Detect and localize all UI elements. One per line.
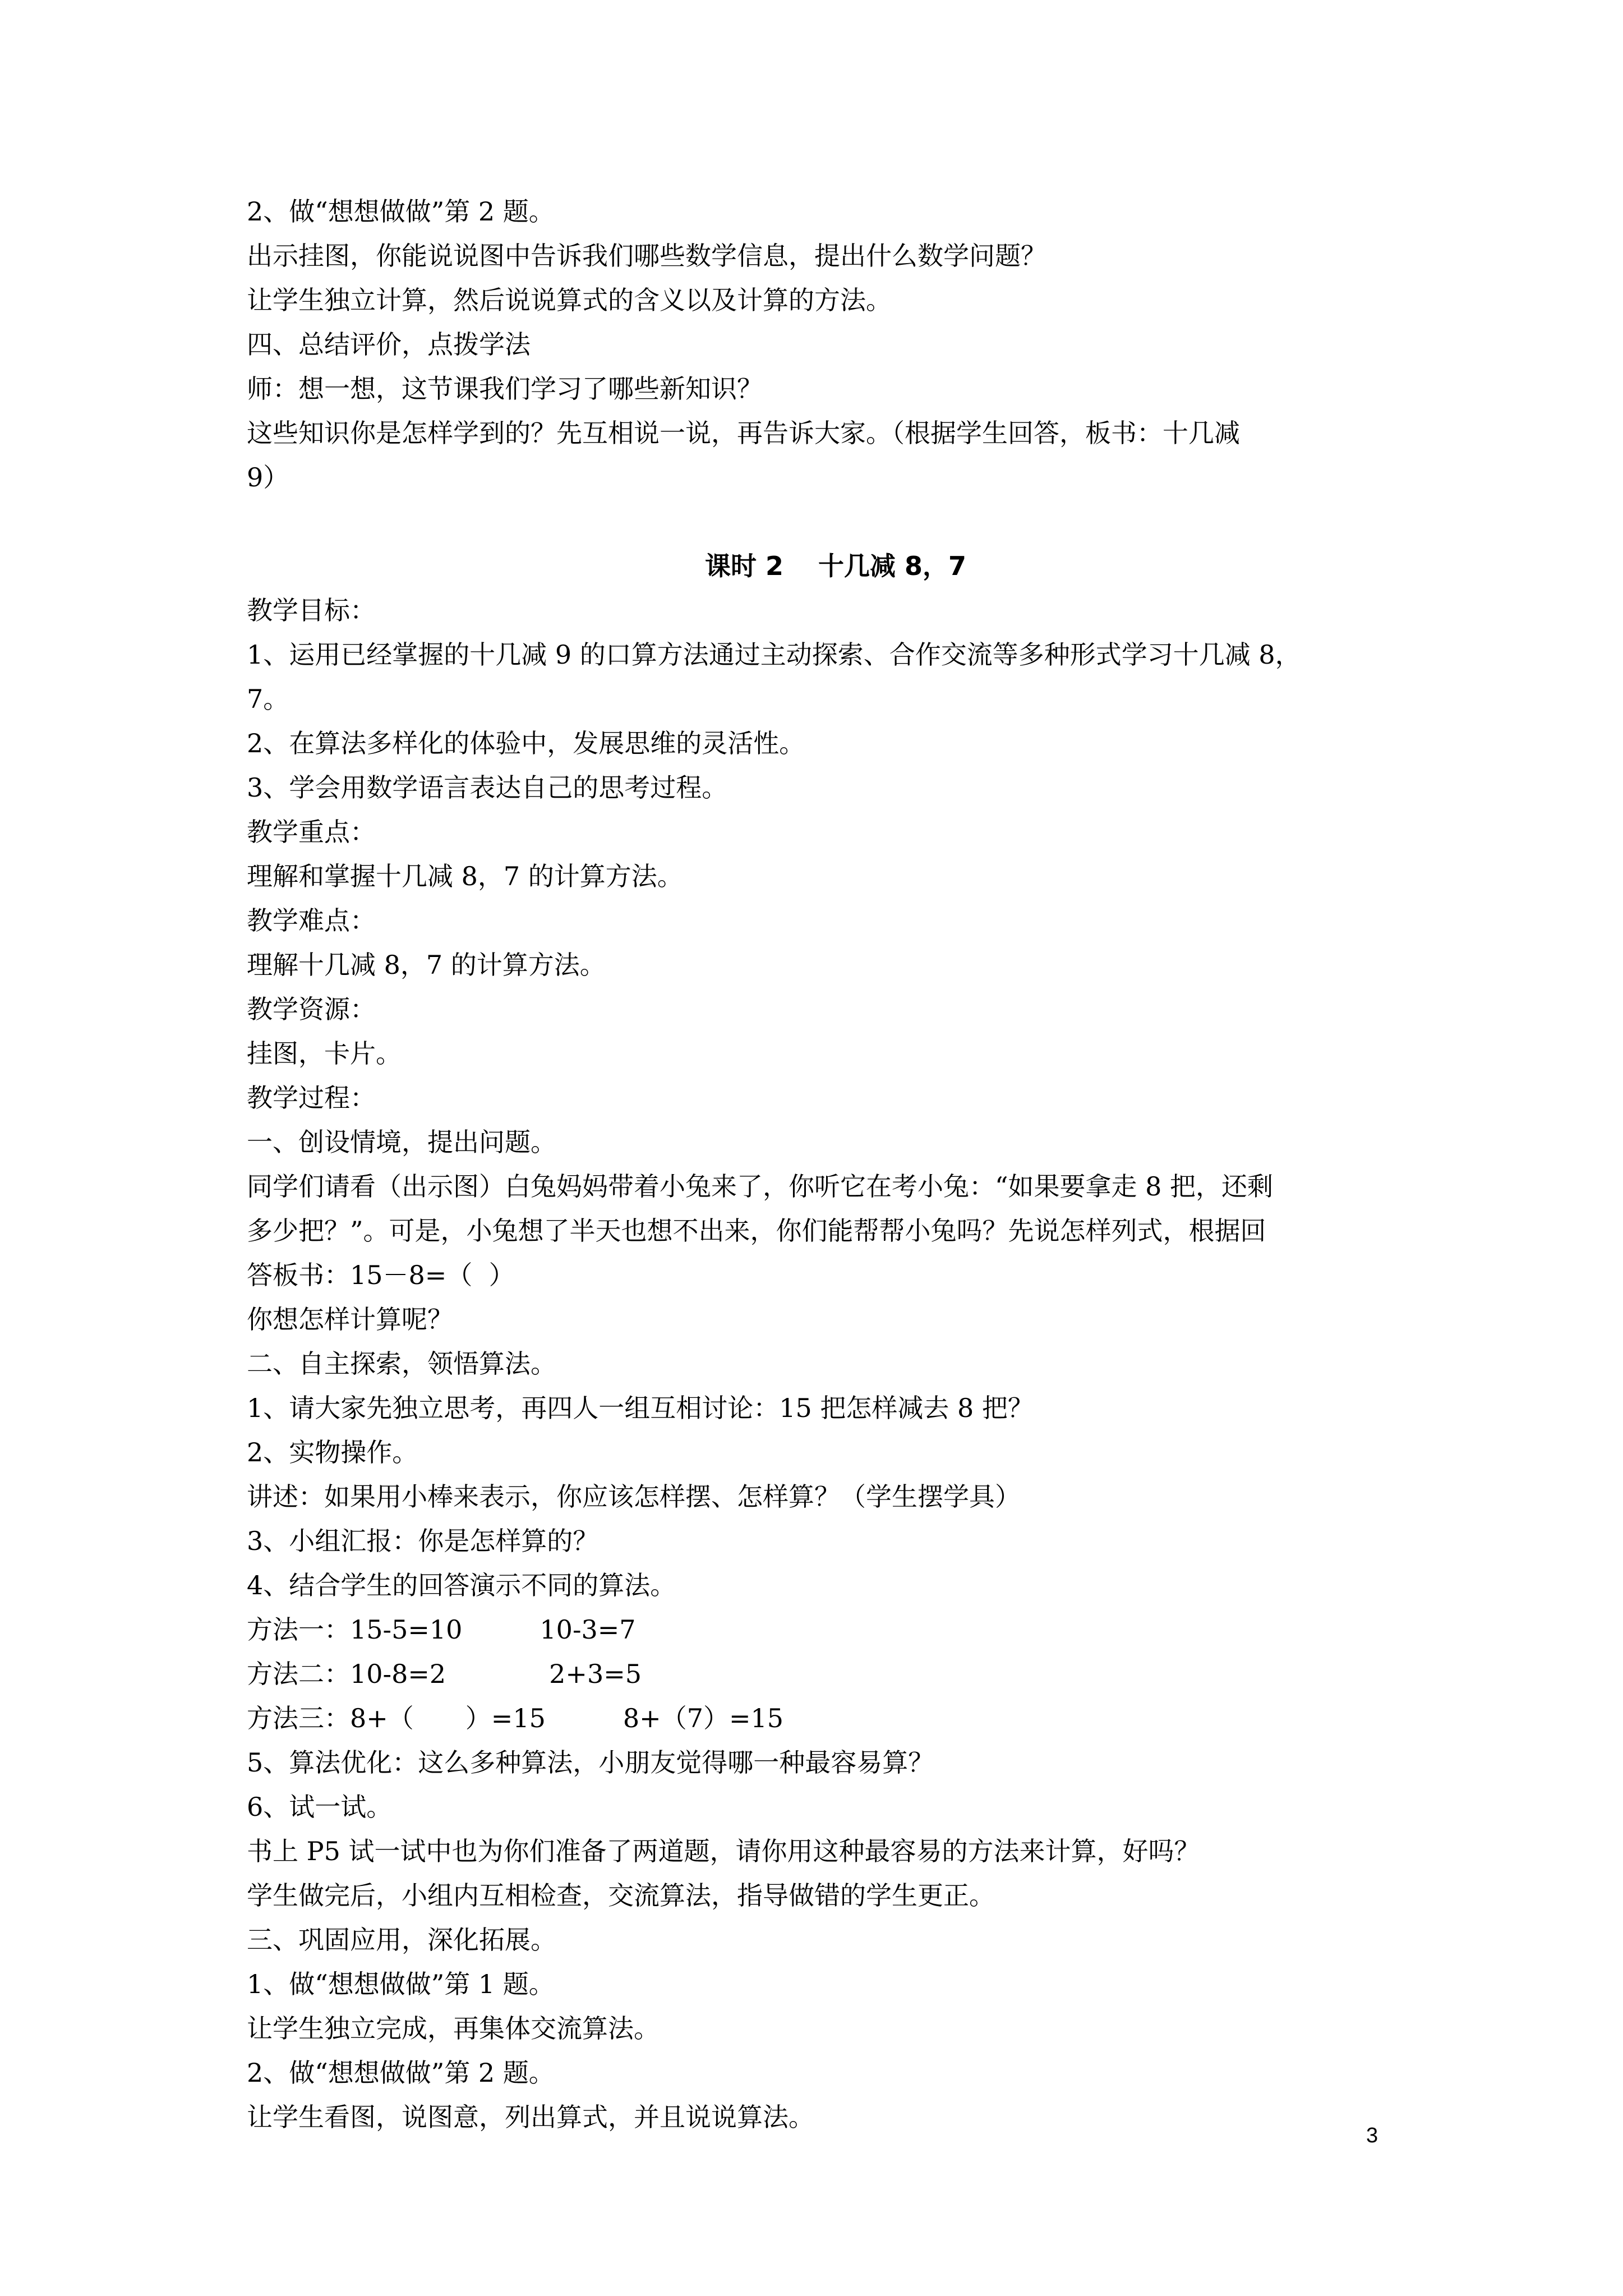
text-line: 二、自主探索，领悟算法。 — [247, 1349, 556, 1379]
text-line: 这些知识你是怎样学到的？先互相说一说，再告诉大家。（根据学生回答，板书：十几减 — [247, 418, 1240, 448]
text-line: 答板书：15－8=（ ） — [247, 1260, 515, 1290]
top-section — [247, 190, 1391, 500]
text-line: 1、请大家先独立思考，再四人一组互相讨论：15 把怎样减去 8 把？ — [247, 1393, 1034, 1423]
text-line: 3、小组汇报：你是怎样算的？ — [247, 1526, 599, 1556]
text-line: 教学目标： — [247, 595, 376, 625]
text-line: 2、在算法多样化的体验中，发展思维的灵活性。 — [247, 728, 805, 758]
text-line: 让学生独立计算，然后说说算式的含义以及计算的方法。 — [247, 285, 892, 315]
text-line: 教学资源： — [247, 994, 376, 1024]
text-line: 教学重点： — [247, 817, 376, 847]
text-line: 5、算法优化：这么多种算法，小朋友觉得哪一种最容易算？ — [247, 1747, 934, 1778]
text-line: 让学生独立完成，再集体交流算法。 — [247, 2013, 660, 2044]
page-number: 3 — [1366, 2124, 1378, 2147]
text-line: 4、结合学生的回答演示不同的算法。 — [247, 1570, 676, 1600]
text-line: 2、做“想想做做”第 2 题。 — [247, 2058, 555, 2088]
text-line: 出示挂图，你能说说图中告诉我们哪些数学信息，提出什么数学问题？ — [247, 241, 1046, 271]
text-line: 学生做完后，小组内互相检查，交流算法，指导做错的学生更正。 — [247, 1880, 995, 1911]
text-line: 挂图，卡片。 — [247, 1038, 402, 1069]
text-line: 师：想一想，这节课我们学习了哪些新知识？ — [247, 374, 763, 404]
text-line: 理解十几减 8，7 的计算方法。 — [247, 950, 606, 980]
text-line: 6、试一试。 — [247, 1792, 393, 1822]
text-line: 讲述：如果用小棒来表示，你应该怎样摆、怎样算？（学生摆学具） — [247, 1481, 1021, 1512]
text-line: 方法三：8+（ ）=15 8+（7）=15 — [247, 1703, 784, 1733]
text-line: 教学过程： — [247, 1083, 376, 1113]
text-line: 理解和掌握十几减 8，7 的计算方法。 — [247, 861, 683, 891]
text-line: 3、学会用数学语言表达自己的思考过程。 — [247, 772, 728, 803]
text-line: 1、做“想想做做”第 1 题。 — [247, 1969, 555, 1999]
text-line: 你想怎样计算呢？ — [247, 1304, 453, 1335]
text-line: 2、实物操作。 — [247, 1437, 418, 1467]
text-line: 方法一：15-5=10 10-3=7 — [247, 1614, 636, 1645]
text-line: 四、总结评价，点拨学法 — [247, 329, 531, 360]
text-line: 2、做“想想做做”第 2 题。 — [247, 196, 555, 227]
text-line: 多少把？”。可是，小兔想了半天也想不出来，你们能帮帮小兔吗？先说怎样列式，根据回 — [247, 1216, 1266, 1246]
text-line: 书上 P5 试一试中也为你们准备了两道题，请你用这种最容易的方法来计算，好吗？ — [247, 1836, 1200, 1866]
text-line: 一、创设情境，提出问题。 — [247, 1127, 556, 1157]
text-line: 1、运用已经掌握的十几减 9 的口算方法通过主动探索、合作交流等多种形式学习十几减 8， — [247, 639, 1301, 670]
lesson-title: 课时 2 十几减 8，7 — [704, 551, 967, 581]
text-line: 同学们请看（出示图）白兔妈妈带着小兔来了，你听它在考小兔：“如果要拿走 8 把，还剩 — [247, 1171, 1274, 1202]
text-line: 方法二：10-8=2 2+3=5 — [247, 1659, 642, 1689]
main-section — [247, 588, 1391, 2139]
text-line: 9） — [247, 462, 289, 493]
text-line: 三、巩固应用，深化拓展。 — [247, 1925, 556, 1955]
text-line: 教学难点： — [247, 905, 376, 936]
page-content — [247, 190, 1391, 2139]
text-line: 让学生看图，说图意，列出算式，并且说说算法。 — [247, 2102, 814, 2132]
text-line: 7。 — [247, 684, 289, 714]
